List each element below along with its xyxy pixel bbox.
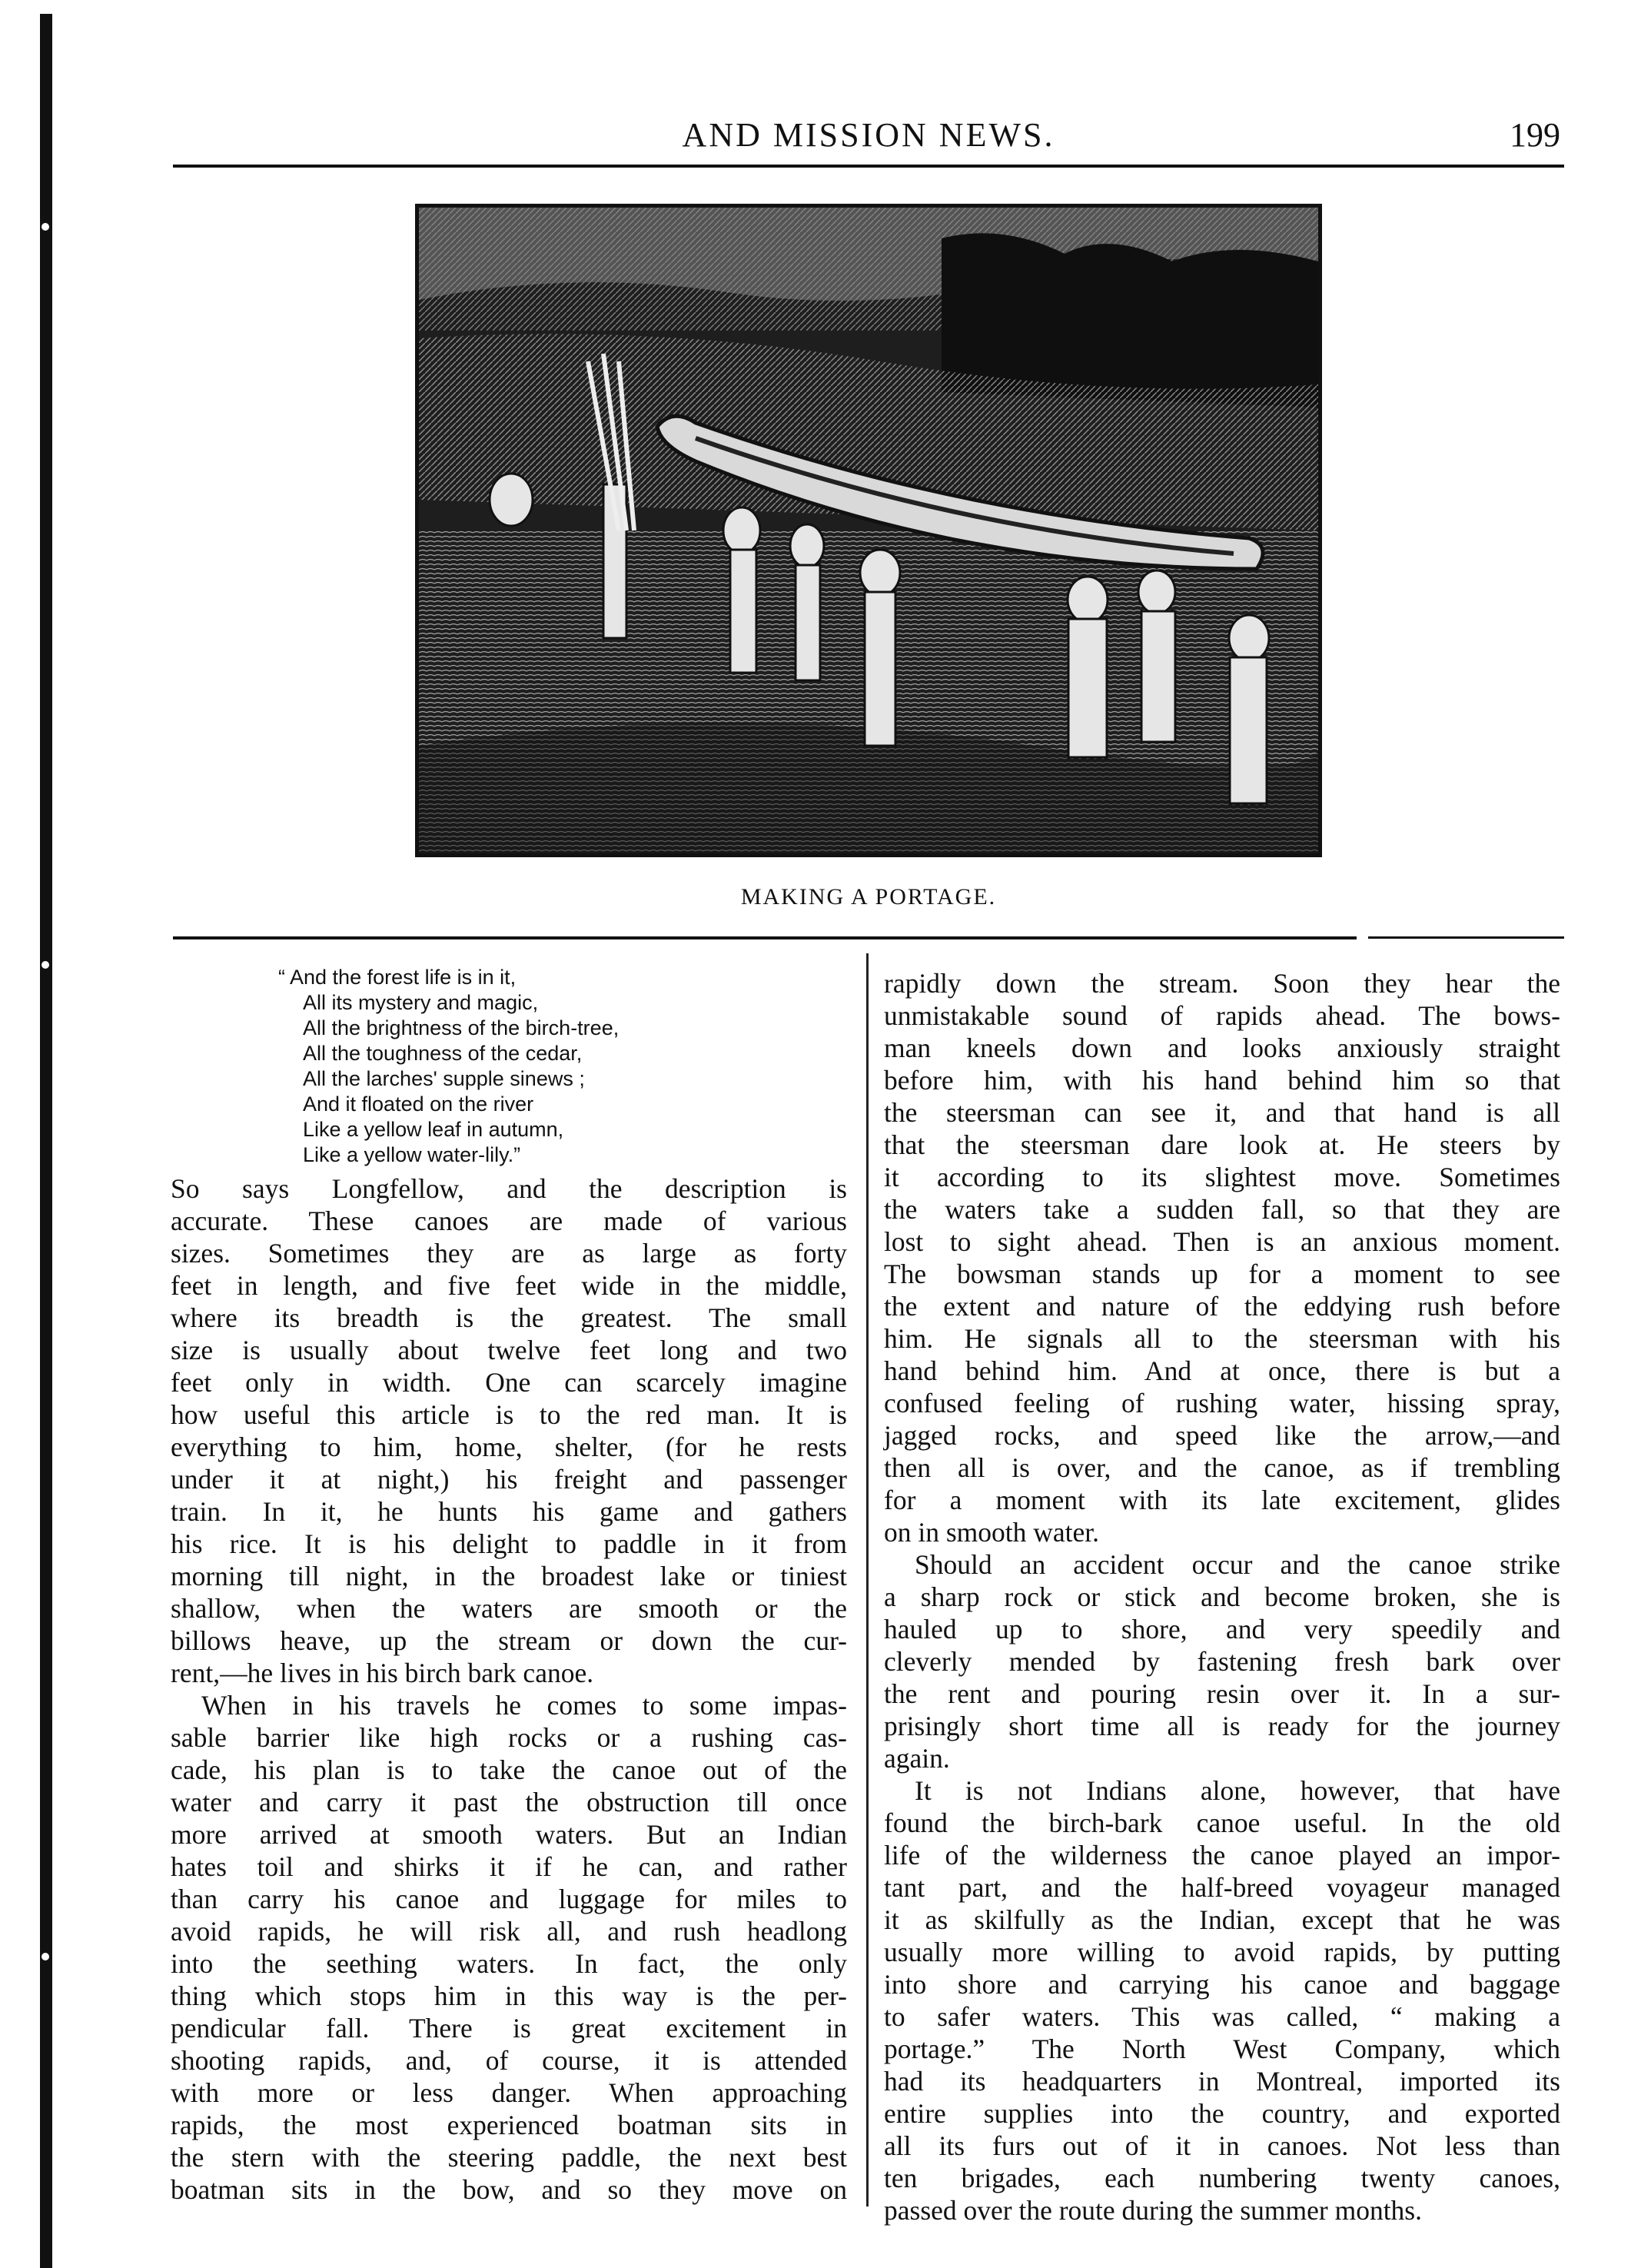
text-line: cleverly mended by fastening fresh bark over	[884, 1646, 1560, 1677]
text-line: the extent and nature of the eddying rush before	[884, 1291, 1560, 1322]
text-line: than carry his canoe and luggage for miles to	[171, 1884, 847, 1914]
text-line: where its breadth is the greatest. The small	[171, 1302, 847, 1333]
text-line: hand behind him. And at once, there is but a	[884, 1355, 1560, 1386]
text-line: with more or less danger. When approaching	[171, 2077, 847, 2108]
text-line: shooting rapids, and, of course, it is attended	[171, 2045, 847, 2076]
section-rule	[173, 936, 1357, 939]
paragraph-voyageur	[884, 1774, 1560, 2226]
text-line: accurate. These canoes are made of various	[171, 1205, 847, 1236]
edge-mark	[42, 1953, 49, 1960]
page-edge-bar	[40, 14, 52, 2268]
text-line: water and carry it past the obstruction till once	[171, 1787, 847, 1817]
text-line: boatman sits in the bow, and so they move on	[171, 2174, 847, 2205]
text-line: jagged rocks, and speed like the arrow,—and	[884, 1420, 1560, 1451]
text-line: tant part, and the half-breed voyageur managed	[884, 1872, 1560, 1903]
text-line: it according to its slightest move. Sometimes	[884, 1162, 1560, 1192]
text-line: prisingly short time all is ready for the journey	[884, 1711, 1560, 1741]
poem-line: All the larches' supple sinews ;	[303, 1067, 585, 1090]
right-column	[884, 967, 1560, 2226]
text-line: cade, his plan is to take the canoe out of the	[171, 1754, 847, 1785]
text-line: a sharp rock or stick and become broken, she is	[884, 1581, 1560, 1612]
text-line: before him, with his hand behind him so that	[884, 1065, 1560, 1096]
header-rule	[173, 165, 1564, 168]
text-line: then all is over, and the canoe, as if trembling	[884, 1452, 1560, 1483]
text-line: sizes. Sometimes they are as large as forty	[171, 1238, 847, 1269]
text-line: It is not Indians alone, however, that have	[915, 1775, 1560, 1806]
text-line: Should an accident occur and the canoe strike	[915, 1549, 1560, 1580]
text-line: size is usually about twelve feet long and two	[171, 1335, 847, 1365]
text-line: hates toil and shirks it if he can, and rather	[171, 1851, 847, 1882]
text-line: the rent and pouring resin over it. In a sur-	[884, 1678, 1560, 1709]
poem-line: All its mystery and magic,	[303, 991, 539, 1014]
portage-illustration	[415, 204, 1322, 857]
paragraph-travels	[171, 1689, 847, 2206]
text-line: rapids, the most experienced boatman sits in	[171, 2110, 847, 2140]
text-line: confused feeling of rushing water, hissing spray,	[884, 1388, 1560, 1418]
text-line: everything to him, home, shelter, (for he rests	[171, 1432, 847, 1462]
text-line: sable barrier like high rocks or a rushing cas-	[171, 1722, 847, 1753]
text-line: his rice. It is his delight to paddle in it from	[171, 1528, 847, 1559]
text-line: lost to sight ahead. Then is an anxious moment.	[884, 1226, 1560, 1257]
text-line: man kneels down and looks anxiously straight	[884, 1033, 1560, 1063]
text-line: more arrived at smooth waters. But an Indian	[171, 1819, 847, 1850]
text-line: found the birch-bark canoe useful. In the old	[884, 1807, 1560, 1838]
text-line: the stern with the steering paddle, the next best	[171, 2142, 847, 2173]
text-line: billows heave, up the stream or down the cur-	[171, 1625, 847, 1656]
edge-mark	[42, 223, 49, 231]
text-line: rapidly down the stream. Soon they hear the	[884, 968, 1560, 999]
text-line: pendicular fall. There is great excitement in	[171, 2013, 847, 2044]
text-line: for a moment with its late excitement, glides	[884, 1485, 1560, 1515]
text-line: under it at night,) his freight and passenger	[171, 1464, 847, 1495]
text-line: shallow, when the waters are smooth or the	[171, 1593, 847, 1624]
text-line: on in smooth water.	[884, 1517, 1100, 1548]
left-column	[171, 965, 847, 2206]
text-line: feet in length, and five feet wide in the middle,	[171, 1270, 847, 1301]
text-line: it as skilfully as the Indian, except that he was	[884, 1904, 1560, 1935]
running-header	[177, 115, 1560, 169]
text-line: morning till night, in the broadest lake or tiniest	[171, 1561, 847, 1591]
poem-quote	[278, 965, 847, 1168]
text-line: So says Longfellow, and the description is	[171, 1173, 847, 1204]
text-line: unmistakable sound of rapids ahead. The bows-	[884, 1000, 1560, 1031]
figure-caption: MAKING A PORTAGE.	[740, 884, 997, 910]
text-line: the steersman can see it, and that hand is all	[884, 1097, 1560, 1128]
text-line: him. He signals all to the steersman with his	[884, 1323, 1560, 1354]
text-line: The bowsman stands up for a moment to see	[884, 1259, 1560, 1289]
text-line: hauled up to shore, and very speedily and	[884, 1614, 1560, 1644]
poem-line: Like a yellow water-lily.”	[303, 1143, 521, 1166]
text-line: into the seething waters. In fact, the only	[171, 1948, 847, 1979]
poem-line: All the toughness of the cedar,	[303, 1042, 583, 1065]
text-line: ten brigades, each numbering twenty canoes,	[884, 2163, 1560, 2193]
text-line: rent,—he lives in his birch bark canoe.	[171, 1658, 594, 1688]
text-line: how useful this article is to the red man. It is	[171, 1399, 847, 1430]
column-divider	[866, 953, 869, 2206]
paragraph-rapids	[884, 967, 1560, 1548]
poem-line: “ And the forest life is in it,	[278, 966, 517, 989]
poem-line: Like a yellow leaf in autumn,	[303, 1118, 564, 1141]
text-line: entire supplies into the country, and exported	[884, 2098, 1560, 2129]
text-line: thing which stops him in this way is the per-	[171, 1980, 847, 2011]
text-line: the waters take a sudden fall, so that they are	[884, 1194, 1560, 1225]
poem-line: All the brightness of the birch-tree,	[303, 1016, 620, 1039]
header-title: AND MISSION NEWS.	[682, 116, 1055, 154]
text-line: When in his travels he comes to some impas-	[201, 1690, 847, 1721]
text-line: train. In it, he hunts his game and gathers	[171, 1496, 847, 1527]
text-line: portage.” The North West Company, which	[884, 2034, 1560, 2064]
page-number: 199	[1510, 116, 1560, 154]
paragraph-longfellow	[171, 1172, 847, 1689]
poem-line: And it floated on the river	[303, 1092, 534, 1116]
text-line: that the steersman dare look at. He steers by	[884, 1129, 1560, 1160]
text-line: feet only in width. One can scarcely imagine	[171, 1367, 847, 1398]
text-line: passed over the route during the summer months.	[884, 2195, 1422, 2226]
text-line: into shore and carrying his canoe and baggage	[884, 1969, 1560, 2000]
text-line: avoid rapids, he will risk all, and rush headlong	[171, 1916, 847, 1947]
text-line: all its furs out of it in canoes. Not less than	[884, 2130, 1560, 2161]
edge-mark	[42, 961, 49, 969]
text-line: usually more willing to avoid rapids, by putting	[884, 1937, 1560, 1967]
paragraph-accident	[884, 1548, 1560, 1774]
text-line: to safer waters. This was called, “ making a	[884, 2001, 1560, 2032]
text-line: again.	[884, 1743, 950, 1774]
text-line: had its headquarters in Montreal, imported its	[884, 2066, 1560, 2097]
section-rule	[1368, 936, 1564, 939]
text-line: life of the wilderness the canoe played an impor-	[884, 1840, 1560, 1871]
